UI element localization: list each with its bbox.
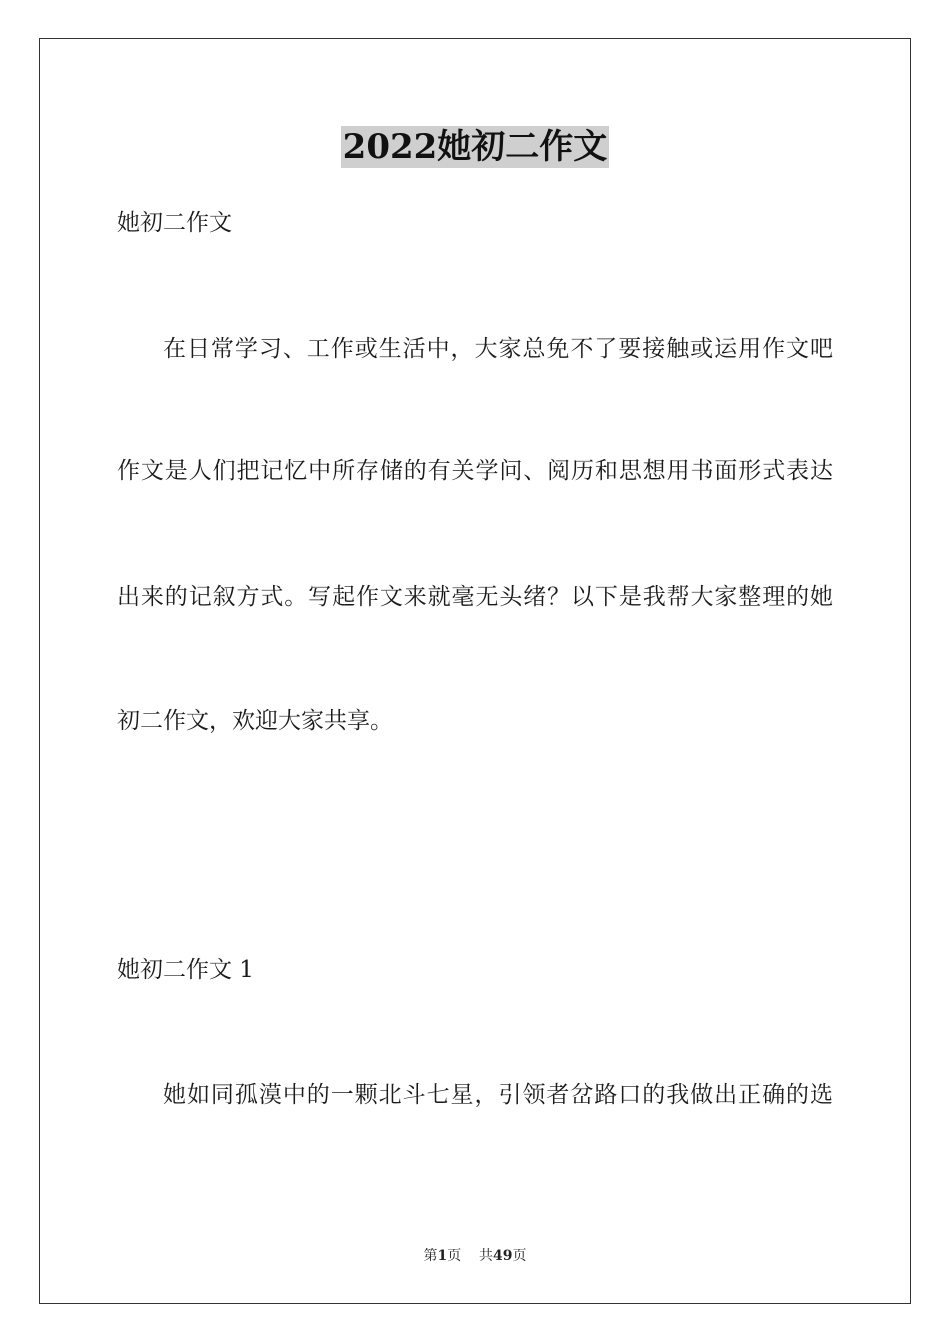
- intro-line-3: 出来的记叙方式。写起作文来就毫无头绪？以下是我帮大家整理的她: [117, 584, 833, 610]
- footer-total-suffix: 页: [512, 1248, 527, 1264]
- document-subtitle: 她初二作文: [117, 210, 232, 236]
- footer-page-suffix: 页: [447, 1248, 462, 1264]
- intro-line-1: 在日常学习、工作或生活中，大家总免不了要接触或运用作文吧: [163, 336, 833, 362]
- section-heading: 她初二作文 1: [117, 957, 254, 983]
- intro-line-2: 作文是人们把记忆中所存储的有关学问、阅历和思想用书面形式表达: [117, 458, 833, 484]
- footer-total-pages: 49: [493, 1248, 513, 1264]
- intro-line-4: 初二作文，欢迎大家共享。: [117, 708, 393, 734]
- document-title: 2022她初二作文: [342, 127, 608, 167]
- footer-total-prefix: 共: [479, 1248, 494, 1264]
- page-footer: [0, 1246, 950, 1266]
- section-first-line: 她如同孤漠中的一颗北斗七星，引领者岔路口的我做出正确的选: [163, 1082, 833, 1108]
- footer-page-number: 1: [437, 1248, 448, 1264]
- footer-prefix: 第: [423, 1248, 438, 1264]
- title-wrap: [0, 126, 950, 168]
